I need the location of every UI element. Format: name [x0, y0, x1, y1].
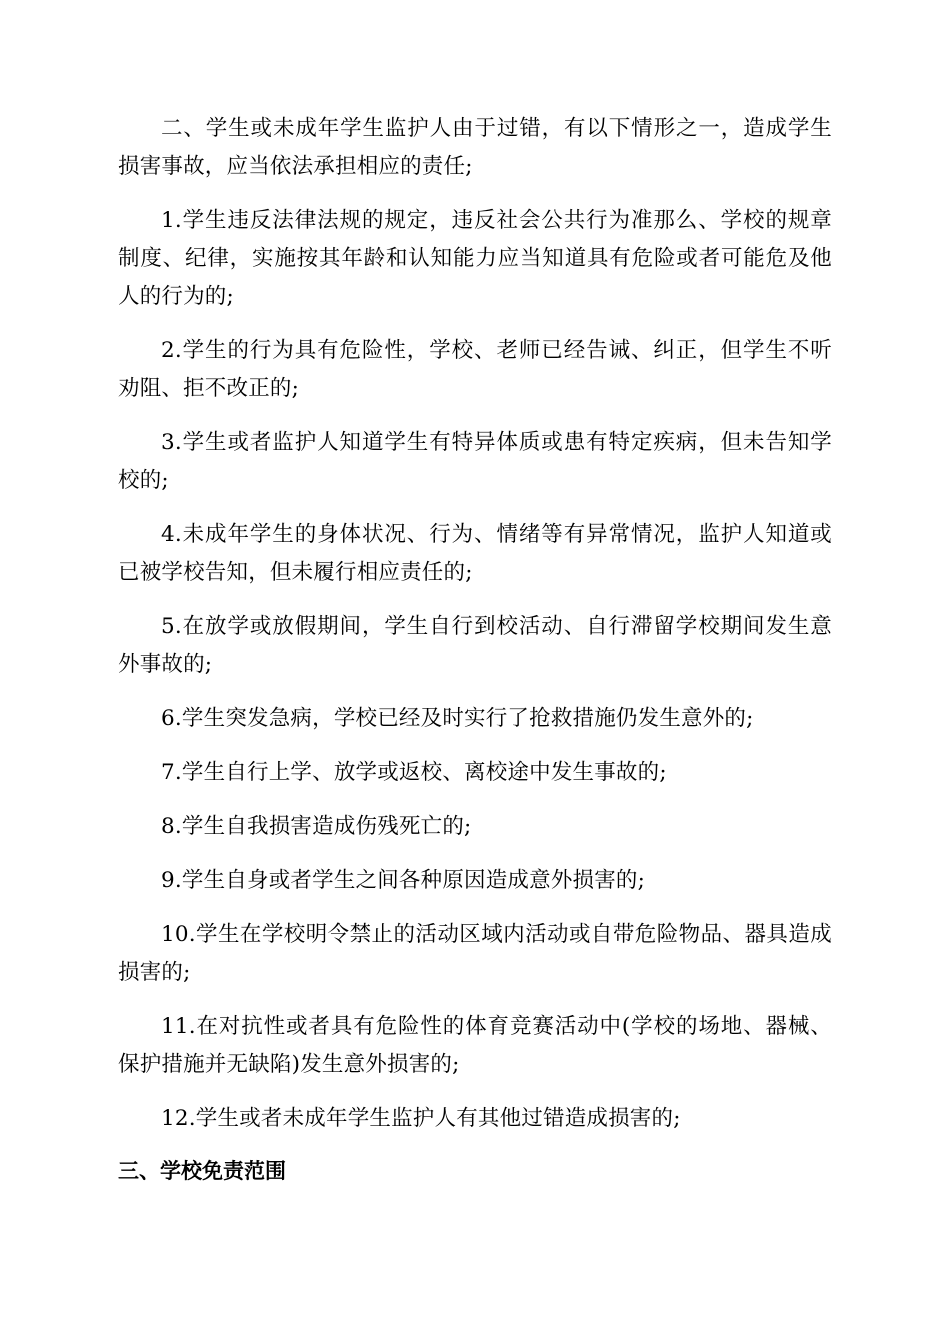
- section-heading: 三、学校免责范围: [118, 1159, 286, 1183]
- list-item-11: 11.在对抗性或者具有危险性的体育竞赛活动中(学校的场地、器械、保护措施并无缺陷)发生意外损害的;: [118, 1014, 832, 1077]
- list-item-5: 5.在放学或放假期间，学生自行到校活动、自行滞留学校期间发生意外事故的;: [118, 614, 832, 677]
- list-item-3: 3.学生或者监护人知道学生有特异体质或患有特定疾病，但未告知学校的;: [118, 430, 832, 493]
- list-item-7: 7.学生自行上学、放学或返校、离校途中发生事故的;: [161, 760, 667, 785]
- list-item-6: 6.学生突发急病，学校已经及时实行了抢救措施仍发生意外的;: [161, 706, 754, 731]
- list-item-12: 12.学生或者未成年学生监护人有其他过错造成损害的;: [161, 1106, 681, 1131]
- intro-paragraph: 二、学生或未成年学生监护人由于过错，有以下情形之一，造成学生损害事故，应当依法承担相应的责任;: [118, 116, 832, 179]
- list-item-10: 10.学生在学校明令禁止的活动区域内活动或自带危险物品、器具造成损害的;: [118, 922, 832, 985]
- list-item-9: 9.学生自身或者学生之间各种原因造成意外损害的;: [161, 868, 646, 893]
- list-item-4: 4.未成年学生的身体状况、行为、情绪等有异常情况，监护人知道或已被学校告知，但未履行相应责任的;: [118, 522, 832, 585]
- list-item-2: 2.学生的行为具有危险性，学校、老师已经告诫、纠正，但学生不听劝阻、拒不改正的;: [118, 338, 832, 401]
- list-item-8: 8.学生自我损害造成伤残死亡的;: [161, 814, 472, 839]
- list-item-1: 1.学生违反法律法规的规定，违反社会公共行为准那么、学校的规章制度、纪律，实施按其年龄和认知能力应当知道具有危险或者可能危及他人的行为的;: [118, 208, 832, 309]
- document-page: [118, 110, 832, 1190]
